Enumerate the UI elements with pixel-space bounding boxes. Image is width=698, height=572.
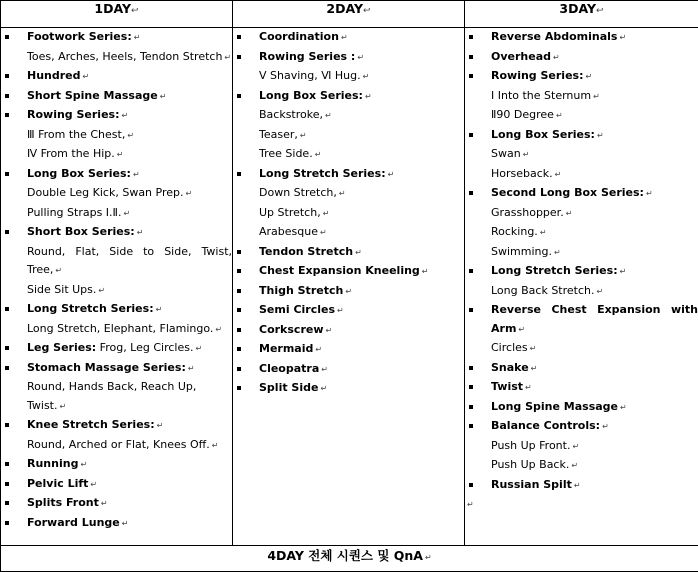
exercise-detail (465, 165, 698, 185)
exercise-text: Grasshopper. (491, 206, 564, 219)
exercise-text: Rowing Series : (259, 50, 355, 63)
exercise-item (233, 262, 464, 282)
exercise-detail (465, 456, 698, 476)
exercise-text: Toes, Arches, Heels, Tendon Stretch (27, 50, 222, 63)
exercise-text: Push Up Front. (491, 439, 570, 452)
exercise-name: Leg Series: (27, 341, 96, 354)
exercise-item (233, 243, 464, 263)
exercise-text: Reverse Chest Expansion with Arm (491, 303, 698, 335)
exercise-item (465, 28, 698, 48)
exercise-item (233, 321, 464, 341)
exercise-detail (465, 145, 698, 165)
paragraph-mark-icon: ↵ (525, 383, 532, 392)
exercise-text: Twist (491, 380, 523, 393)
exercise-text: Second Long Box Series: (491, 186, 644, 199)
exercise-text: Long Spine Massage (491, 400, 618, 413)
paragraph-mark-icon: ↵ (337, 306, 344, 315)
paragraph-mark-icon: ↵ (195, 344, 202, 353)
footer-text: 4DAY 전체 시퀀스 및 QnA (267, 548, 423, 563)
exercise-text: Chest Expansion Kneeling (259, 264, 420, 277)
day-2-header (233, 1, 465, 28)
paragraph-mark-icon: ↵ (98, 286, 105, 295)
paragraph-mark-icon: ↵ (122, 519, 129, 528)
exercise-text: Cleopatra (259, 362, 319, 375)
day-content-row (1, 28, 698, 546)
paragraph-mark-icon: ↵ (602, 422, 609, 431)
paragraph-mark-icon: ↵ (341, 33, 348, 42)
exercise-text: Running (27, 457, 78, 470)
exercise-text: Split Side (259, 381, 318, 394)
paragraph-mark-icon: ↵ (157, 421, 164, 430)
exercise-text: Up Stretch, (259, 206, 321, 219)
paragraph-mark-icon: ↵ (620, 403, 627, 412)
exercise-detail (1, 145, 232, 165)
exercise-item (1, 514, 232, 534)
day-2-column (233, 28, 465, 546)
paragraph-mark-icon: ↵ (300, 131, 307, 140)
paragraph-mark-icon: ↵ (123, 209, 130, 218)
paragraph-mark-icon: ↵ (326, 326, 333, 335)
paragraph-mark-icon: ↵ (363, 72, 370, 81)
exercise-text: Teaser, (259, 128, 298, 141)
exercise-text: Knee Stretch Series: (27, 418, 155, 431)
exercise-text: Circles (491, 341, 528, 354)
paragraph-mark-icon: ↵ (121, 111, 128, 120)
exercise-detail (233, 106, 464, 126)
exercise-item (1, 165, 232, 185)
exercise-item (233, 360, 464, 380)
exercise-item (1, 67, 232, 87)
exercise-text: Splits Front (27, 496, 99, 509)
paragraph-mark-icon: ↵ (593, 92, 600, 101)
exercise-text: Thigh Stretch (259, 284, 343, 297)
paragraph-mark-icon: ↵ (90, 480, 97, 489)
day-2-title: 2DAY (326, 1, 363, 16)
exercise-detail (233, 67, 464, 87)
exercise-text: Forward Lunge (27, 516, 120, 529)
exercise-detail (465, 223, 698, 243)
exercise-item (233, 379, 464, 399)
exercise-text: Swan (491, 147, 521, 160)
exercise-item (233, 340, 464, 360)
paragraph-mark-icon: ↵ (646, 189, 653, 198)
exercise-item (465, 67, 698, 87)
exercise-detail (1, 243, 232, 281)
paragraph-mark-icon: ↵ (574, 481, 581, 490)
exercise-item (233, 28, 464, 48)
exercise-detail (1, 320, 232, 340)
return-mark-icon: ↩ (363, 6, 371, 16)
day-3-exercise-list (465, 28, 698, 515)
exercise-text: Short Spine Massage (27, 89, 158, 102)
exercise-detail (233, 145, 464, 165)
paragraph-mark-icon: ↵ (156, 305, 163, 314)
exercise-item (1, 87, 232, 107)
paragraph-mark-icon: ↵ (620, 267, 627, 276)
exercise-text: Ⅴ Shaving, Ⅵ Hug. (259, 69, 361, 82)
paragraph-mark-icon: ↵ (188, 364, 195, 373)
exercise-item (1, 416, 232, 436)
exercise-item (1, 300, 232, 320)
exercise-item (465, 359, 698, 379)
exercise-item (465, 126, 698, 146)
paragraph-mark-icon: ↵ (345, 287, 352, 296)
exercise-detail (233, 184, 464, 204)
exercise-item (233, 301, 464, 321)
exercise-text: Horseback. (491, 167, 553, 180)
paragraph-mark-icon: ↵ (127, 131, 134, 140)
paragraph-mark-icon: ↵ (365, 92, 372, 101)
exercise-text: Double Leg Kick, Swan Prep. (27, 186, 184, 199)
exercise-detail (1, 436, 232, 456)
exercise-text: Side Sit Ups. (27, 283, 96, 296)
exercise-text: Swimming. (491, 245, 552, 258)
exercise-item (465, 184, 698, 204)
day-header-row (1, 1, 698, 28)
paragraph-mark-icon: ↵ (215, 325, 222, 334)
paragraph-mark-icon: ↵ (323, 209, 330, 218)
exercise-detail (465, 339, 698, 359)
paragraph-mark-icon: ↵ (55, 266, 62, 275)
exercise-item (1, 223, 232, 243)
exercise-item (1, 475, 232, 495)
exercise-item (233, 87, 464, 107)
exercise-text: Long Box Series: (491, 128, 595, 141)
exercise-text: Overhead (491, 50, 551, 63)
paragraph-mark-icon: ↵ (467, 500, 474, 509)
exercise-item (233, 48, 464, 68)
paragraph-mark-icon: ↵ (597, 287, 604, 296)
exercise-text: Long Back Stretch. (491, 284, 595, 297)
paragraph-mark-icon: ↵ (320, 228, 327, 237)
paragraph-mark-icon: ↵ (212, 441, 219, 450)
paragraph-mark-icon: ↵ (60, 402, 67, 411)
footer-row (1, 546, 698, 572)
exercise-text: Long Box Series: (259, 89, 363, 102)
exercise-text: Down Stretch, (259, 186, 337, 199)
exercise-text: Long Stretch Series: (491, 264, 618, 277)
exercise-item (233, 165, 464, 185)
exercise-item (465, 48, 698, 68)
exercise-item (1, 339, 232, 359)
exercise-text: Rowing Series: (491, 69, 583, 82)
exercise-variations: Frog, Leg Circles. (96, 341, 193, 354)
paragraph-mark-icon: ↵ (425, 553, 432, 562)
exercise-text: Tendon Stretch (259, 245, 353, 258)
exercise-detail (465, 106, 698, 126)
paragraph-mark-icon: ↵ (117, 150, 124, 159)
exercise-detail (1, 204, 232, 224)
exercise-item (465, 476, 698, 496)
paragraph-mark-icon: ↵ (554, 248, 561, 257)
paragraph-mark-icon: ↵ (355, 248, 362, 257)
paragraph-mark-icon: ↵ (83, 72, 90, 81)
paragraph-mark-icon: ↵ (518, 325, 525, 334)
exercise-detail (465, 282, 698, 302)
paragraph-mark-icon: ↵ (160, 92, 167, 101)
exercise-item (465, 398, 698, 418)
exercise-text: Round, Hands Back, Reach Up, Twist. (27, 380, 196, 412)
paragraph-mark-icon: ↵ (137, 228, 144, 237)
exercise-detail (233, 126, 464, 146)
exercise-text: Ⅲ From the Chest, (27, 128, 125, 141)
exercise-text: Backstroke, (259, 108, 323, 121)
exercise-text: Ⅳ From the Hip. (27, 147, 115, 160)
exercise-detail (1, 126, 232, 146)
paragraph-mark-icon: ↵ (315, 150, 322, 159)
paragraph-mark-icon: ↵ (339, 189, 346, 198)
exercise-detail (1, 281, 232, 301)
day-4-footer (1, 546, 698, 572)
exercise-detail (233, 223, 464, 243)
paragraph-mark-icon: ↵ (523, 150, 530, 159)
exercise-text: Russian Spilt (491, 478, 572, 491)
paragraph-mark-icon: ↵ (186, 189, 193, 198)
exercise-item (1, 106, 232, 126)
exercise-text: Rocking. (491, 225, 538, 238)
exercise-detail (1, 378, 232, 416)
empty-line (465, 495, 698, 515)
day-1-header (1, 1, 233, 28)
exercise-detail (465, 87, 698, 107)
exercise-text: Semi Circles (259, 303, 335, 316)
exercise-text: Coordination (259, 30, 339, 43)
exercise-text: Long Stretch Series: (259, 167, 386, 180)
exercise-text: Long Stretch Series: (27, 302, 154, 315)
exercise-item (1, 359, 232, 379)
paragraph-mark-icon: ↵ (134, 33, 141, 42)
paragraph-mark-icon: ↵ (530, 344, 537, 353)
paragraph-mark-icon: ↵ (597, 131, 604, 140)
exercise-text: Long Box Series: (27, 167, 131, 180)
paragraph-mark-icon: ↵ (585, 72, 592, 81)
paragraph-mark-icon: ↵ (566, 209, 573, 218)
exercise-text: Corkscrew (259, 323, 324, 336)
exercise-text: Round, Flat, Side to Side, Twist, Tree, (27, 245, 232, 277)
paragraph-mark-icon: ↵ (540, 228, 547, 237)
exercise-item (465, 417, 698, 437)
exercise-text: Rowing Series: (27, 108, 119, 121)
paragraph-mark-icon: ↵ (101, 499, 108, 508)
paragraph-mark-icon: ↵ (357, 53, 364, 62)
day-3-title: 3DAY (559, 1, 596, 16)
exercise-text: Stomach Massage Series: (27, 361, 186, 374)
exercise-text: Pulling Straps Ⅰ.Ⅱ. (27, 206, 121, 219)
day-1-title: 1DAY (94, 1, 131, 16)
paragraph-mark-icon: ↵ (571, 461, 578, 470)
exercise-detail (233, 204, 464, 224)
exercise-item (465, 301, 698, 339)
exercise-detail (1, 48, 232, 68)
exercise-text: Ⅱ90 Degree (491, 108, 554, 121)
exercise-item (1, 28, 232, 48)
return-mark-icon: ↩ (596, 6, 604, 16)
paragraph-mark-icon: ↵ (531, 364, 538, 373)
paragraph-mark-icon: ↵ (315, 345, 322, 354)
exercise-text: Ⅰ Into the Sternum (491, 89, 591, 102)
paragraph-mark-icon: ↵ (133, 170, 140, 179)
paragraph-mark-icon: ↵ (224, 53, 231, 62)
exercise-text: Hundred (27, 69, 81, 82)
exercise-text: Balance Controls: (491, 419, 600, 432)
paragraph-mark-icon: ↵ (321, 365, 328, 374)
exercise-text: Short Box Series: (27, 225, 135, 238)
exercise-item (1, 455, 232, 475)
exercise-text: Snake (491, 361, 529, 374)
exercise-text: Reverse Abdominals (491, 30, 617, 43)
exercise-detail (465, 204, 698, 224)
return-mark-icon: ↩ (131, 6, 139, 16)
day-3-column (465, 28, 698, 546)
exercise-detail (1, 184, 232, 204)
paragraph-mark-icon: ↵ (555, 170, 562, 179)
day-1-exercise-list (1, 28, 232, 533)
paragraph-mark-icon: ↵ (422, 267, 429, 276)
exercise-item (465, 378, 698, 398)
exercise-text: Round, Arched or Flat, Knees Off. (27, 438, 210, 451)
exercise-text: Footwork Series: (27, 30, 132, 43)
paragraph-mark-icon: ↵ (553, 53, 560, 62)
paragraph-mark-icon: ↵ (325, 111, 332, 120)
day-1-column (1, 28, 233, 546)
exercise-text: Arabesque (259, 225, 318, 238)
exercise-text: Mermaid (259, 342, 313, 355)
paragraph-mark-icon: ↵ (80, 460, 87, 469)
exercise-text: Push Up Back. (491, 458, 569, 471)
exercise-text: Pelvic Lift (27, 477, 88, 490)
paragraph-mark-icon: ↵ (556, 111, 563, 120)
exercise-text: Long Stretch, Elephant, Flamingo. (27, 322, 213, 335)
exercise-item (233, 282, 464, 302)
exercise-text: Tree Side. (259, 147, 313, 160)
day-3-header (465, 1, 698, 28)
paragraph-mark-icon: ↵ (572, 442, 579, 451)
paragraph-mark-icon: ↵ (619, 33, 626, 42)
paragraph-mark-icon: ↵ (320, 384, 327, 393)
exercise-item (465, 262, 698, 282)
exercise-detail (465, 243, 698, 263)
exercise-item (1, 494, 232, 514)
exercise-detail (465, 437, 698, 457)
paragraph-mark-icon: ↵ (388, 170, 395, 179)
day-2-exercise-list (233, 28, 464, 399)
